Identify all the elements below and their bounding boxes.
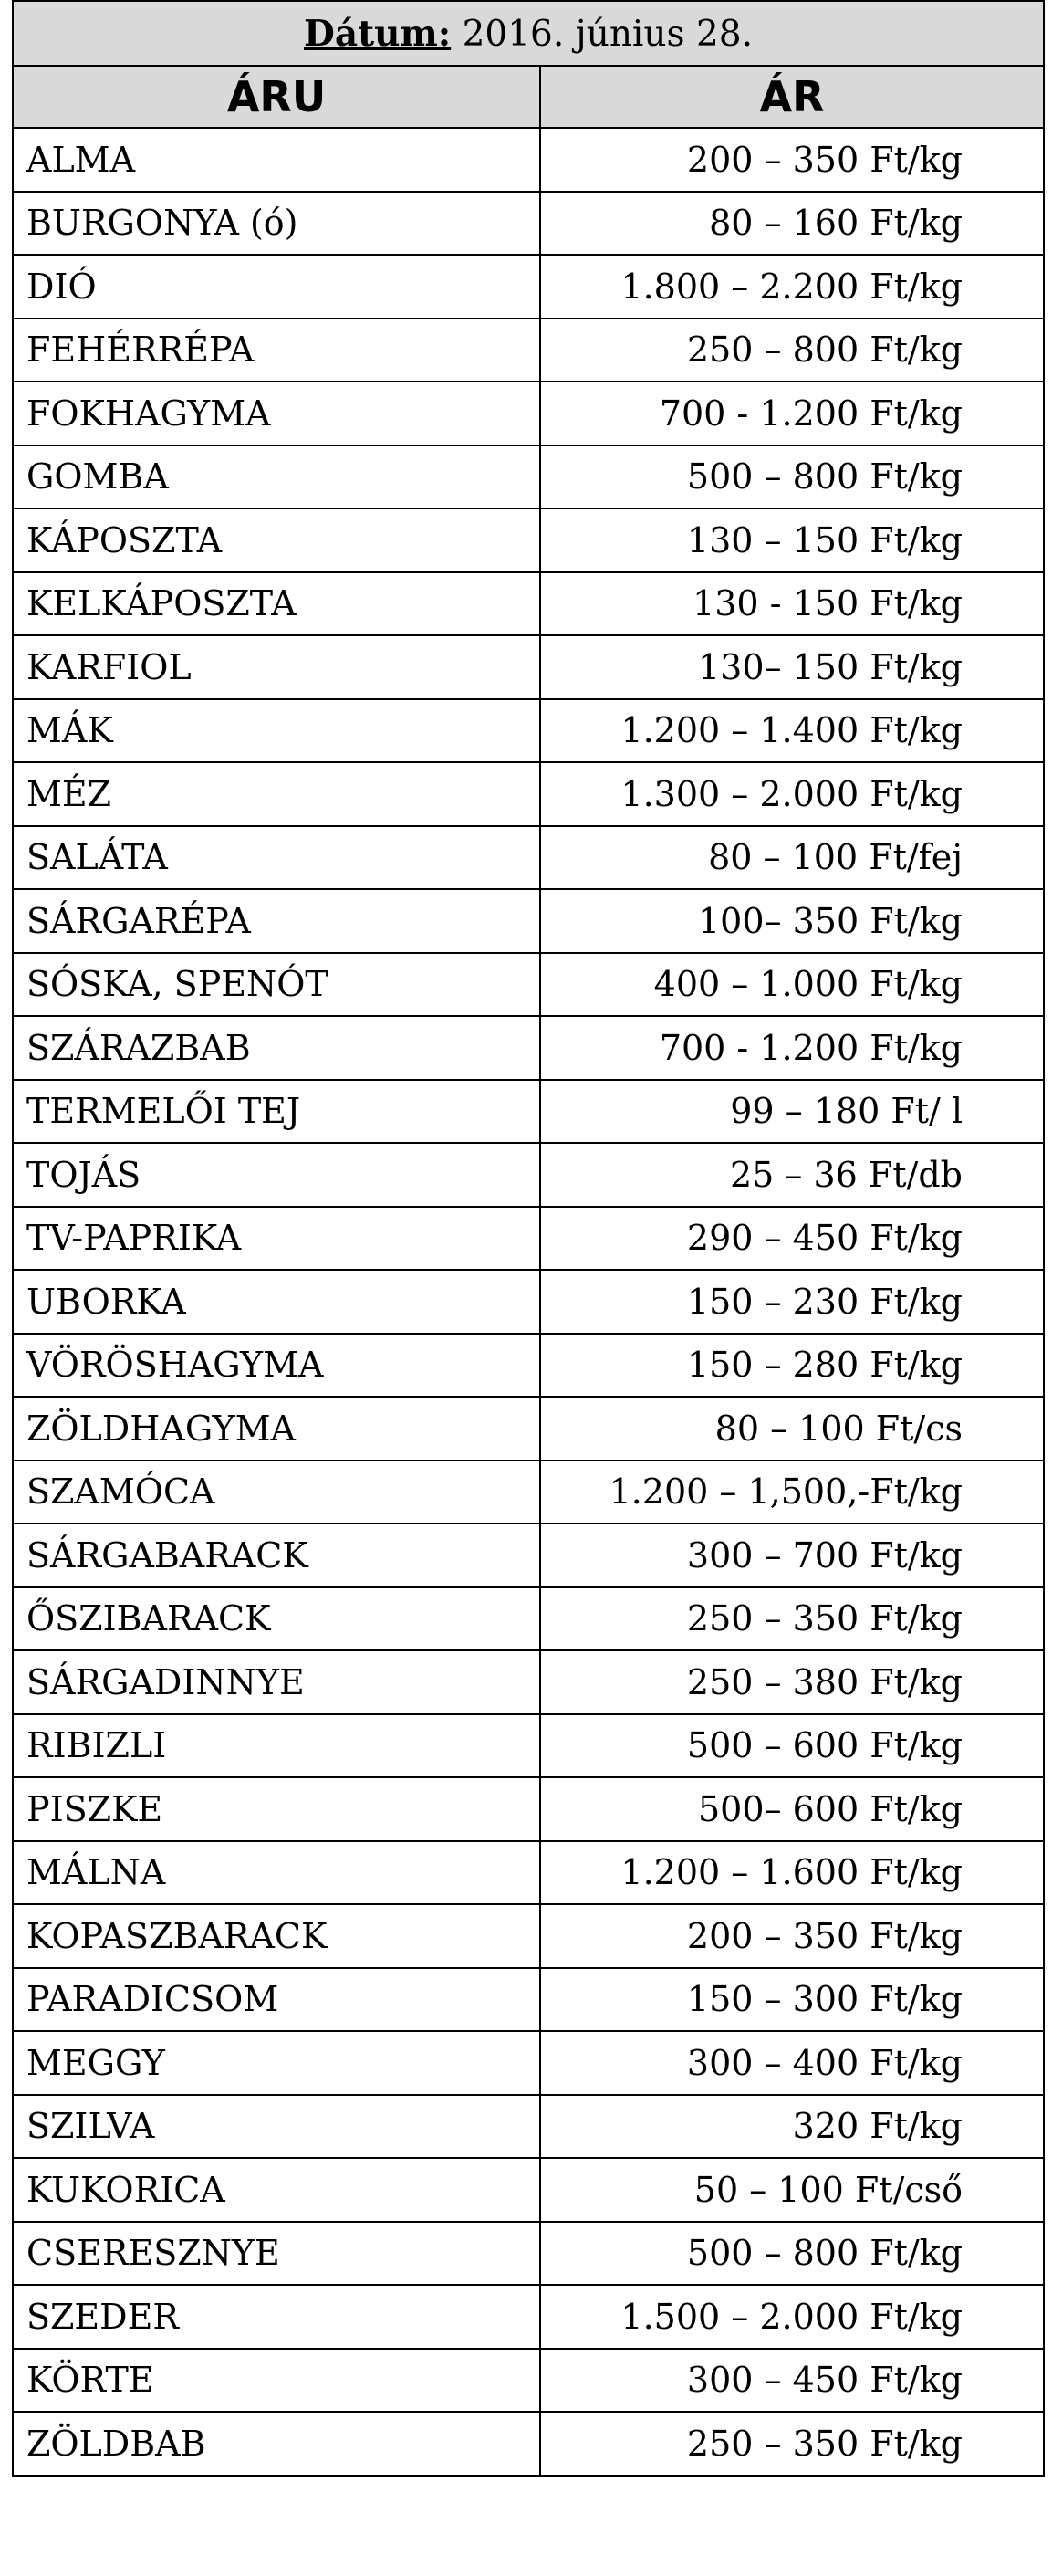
item-name: GOMBA [13, 445, 540, 509]
table-row [13, 1968, 1044, 2032]
item-price: 250 – 350 Ft/kg [540, 1587, 1044, 1651]
item-price: 300 – 450 Ft/kg [540, 2349, 1044, 2413]
item-name: SÁRGABARACK [13, 1524, 540, 1587]
item-price: 250 – 380 Ft/kg [540, 1650, 1044, 1714]
item-price: 500 – 800 Ft/kg [540, 445, 1044, 509]
item-price: 400 – 1.000 Ft/kg [540, 953, 1044, 1017]
item-name: MÁLNA [13, 1841, 540, 1905]
item-price: 250 – 800 Ft/kg [540, 319, 1044, 382]
item-name: UBORKA [13, 1270, 540, 1334]
item-name: SÁRGARÉPA [13, 889, 540, 953]
table-row [13, 1777, 1044, 1841]
table-row [13, 1714, 1044, 1778]
item-price: 300 – 700 Ft/kg [540, 1524, 1044, 1587]
item-name: KÖRTE [13, 2349, 540, 2413]
item-price: 1.200 – 1.400 Ft/kg [540, 699, 1044, 763]
item-name: SÁRGADINNYE [13, 1650, 540, 1714]
item-name: ALMA [13, 128, 540, 192]
item-name: ZÖLDHAGYMA [13, 1397, 540, 1461]
table-row [13, 508, 1044, 572]
item-name: MEGGY [13, 2031, 540, 2095]
table-row [13, 2285, 1044, 2349]
table-row [13, 2222, 1044, 2286]
item-price: 700 - 1.200 Ft/kg [540, 382, 1044, 445]
item-name: SZÁRAZBAB [13, 1016, 540, 1080]
item-price: 130 - 150 Ft/kg [540, 572, 1044, 636]
item-price: 1.200 – 1,500,-Ft/kg [540, 1461, 1044, 1524]
table-row [13, 1270, 1044, 1334]
table-row [13, 2095, 1044, 2159]
item-price: 500– 600 Ft/kg [540, 1777, 1044, 1841]
item-price: 80 – 100 Ft/fej [540, 826, 1044, 890]
table-row [13, 2412, 1044, 2476]
table-body [13, 128, 1044, 2476]
item-price: 700 - 1.200 Ft/kg [540, 1016, 1044, 1080]
item-price: 130 – 150 Ft/kg [540, 508, 1044, 572]
item-price: 200 – 350 Ft/kg [540, 1904, 1044, 1968]
table-row [13, 826, 1044, 890]
table-row [13, 1397, 1044, 1461]
column-header-item: ÁRU [13, 66, 540, 128]
item-name: FOKHAGYMA [13, 382, 540, 445]
item-name: SZAMÓCA [13, 1461, 540, 1524]
item-name: SZEDER [13, 2285, 540, 2349]
table-row [13, 762, 1044, 826]
table-row [13, 1461, 1044, 1524]
item-name: VÖRÖSHAGYMA [13, 1334, 540, 1398]
item-name: ZÖLDBAB [13, 2412, 540, 2476]
price-table [12, 0, 1045, 2477]
table-row [13, 635, 1044, 699]
table-row [13, 1524, 1044, 1587]
table-row [13, 1841, 1044, 1905]
table-row [13, 889, 1044, 953]
item-price: 150 – 280 Ft/kg [540, 1334, 1044, 1398]
item-price: 25 – 36 Ft/db [540, 1143, 1044, 1207]
item-price: 500 – 600 Ft/kg [540, 1714, 1044, 1778]
table-row [13, 1587, 1044, 1651]
table-row [13, 1904, 1044, 1968]
table-row [13, 1016, 1044, 1080]
item-price: 1.300 – 2.000 Ft/kg [540, 762, 1044, 826]
item-name: TERMELŐI TEJ [13, 1080, 540, 1144]
item-name: TOJÁS [13, 1143, 540, 1207]
table-row [13, 382, 1044, 445]
date-cell [13, 1, 1044, 66]
table-row [13, 1650, 1044, 1714]
item-price: 1.200 – 1.600 Ft/kg [540, 1841, 1044, 1905]
item-price: 500 – 800 Ft/kg [540, 2222, 1044, 2286]
item-price: 1.800 – 2.200 Ft/kg [540, 255, 1044, 319]
table-row [13, 128, 1044, 192]
item-name: MÉZ [13, 762, 540, 826]
item-price: 320 Ft/kg [540, 2095, 1044, 2159]
date-row [13, 1, 1044, 66]
table-row [13, 1207, 1044, 1271]
item-price: 290 – 450 Ft/kg [540, 1207, 1044, 1271]
item-price: 300 – 400 Ft/kg [540, 2031, 1044, 2095]
item-name: TV-PAPRIKA [13, 1207, 540, 1271]
item-price: 1.500 – 2.000 Ft/kg [540, 2285, 1044, 2349]
item-price: 130– 150 Ft/kg [540, 635, 1044, 699]
item-name: ŐSZIBARACK [13, 1587, 540, 1651]
table-row [13, 445, 1044, 509]
item-name: KELKÁPOSZTA [13, 572, 540, 636]
table-row [13, 1334, 1044, 1398]
table-row [13, 192, 1044, 256]
item-price: 150 – 300 Ft/kg [540, 1968, 1044, 2032]
item-price: 99 – 180 Ft/ l [540, 1080, 1044, 1144]
item-price: 250 – 350 Ft/kg [540, 2412, 1044, 2476]
date-label: Dátum: [304, 12, 452, 55]
item-name: PARADICSOM [13, 1968, 540, 2032]
item-name: KUKORICA [13, 2158, 540, 2222]
item-name: PISZKE [13, 1777, 540, 1841]
item-price: 200 – 350 Ft/kg [540, 128, 1044, 192]
table-row [13, 2349, 1044, 2413]
item-price: 150 – 230 Ft/kg [540, 1270, 1044, 1334]
item-price: 100– 350 Ft/kg [540, 889, 1044, 953]
item-price: 80 – 160 Ft/kg [540, 192, 1044, 256]
item-name: DIÓ [13, 255, 540, 319]
table-row [13, 1143, 1044, 1207]
date-value: 2016. június 28. [462, 13, 753, 55]
table-row [13, 319, 1044, 382]
table-row [13, 699, 1044, 763]
table-row [13, 1080, 1044, 1144]
item-name: SALÁTA [13, 826, 540, 890]
item-name: FEHÉRRÉPA [13, 319, 540, 382]
item-name: MÁK [13, 699, 540, 763]
item-name: KOPASZBARACK [13, 1904, 540, 1968]
table-row [13, 2158, 1044, 2222]
table-row [13, 953, 1044, 1017]
item-name: CSERESZNYE [13, 2222, 540, 2286]
item-name: SZILVA [13, 2095, 540, 2159]
item-name: RIBIZLI [13, 1714, 540, 1778]
item-price: 50 – 100 Ft/cső [540, 2158, 1044, 2222]
table-row [13, 572, 1044, 636]
item-name: KARFIOL [13, 635, 540, 699]
column-header-price: ÁR [540, 66, 1044, 128]
item-price: 80 – 100 Ft/cs [540, 1397, 1044, 1461]
item-name: SÓSKA, SPENÓT [13, 953, 540, 1017]
table-row [13, 255, 1044, 319]
header-row [13, 66, 1044, 128]
item-name: KÁPOSZTA [13, 508, 540, 572]
item-name: BURGONYA (ó) [13, 192, 540, 256]
table-row [13, 2031, 1044, 2095]
